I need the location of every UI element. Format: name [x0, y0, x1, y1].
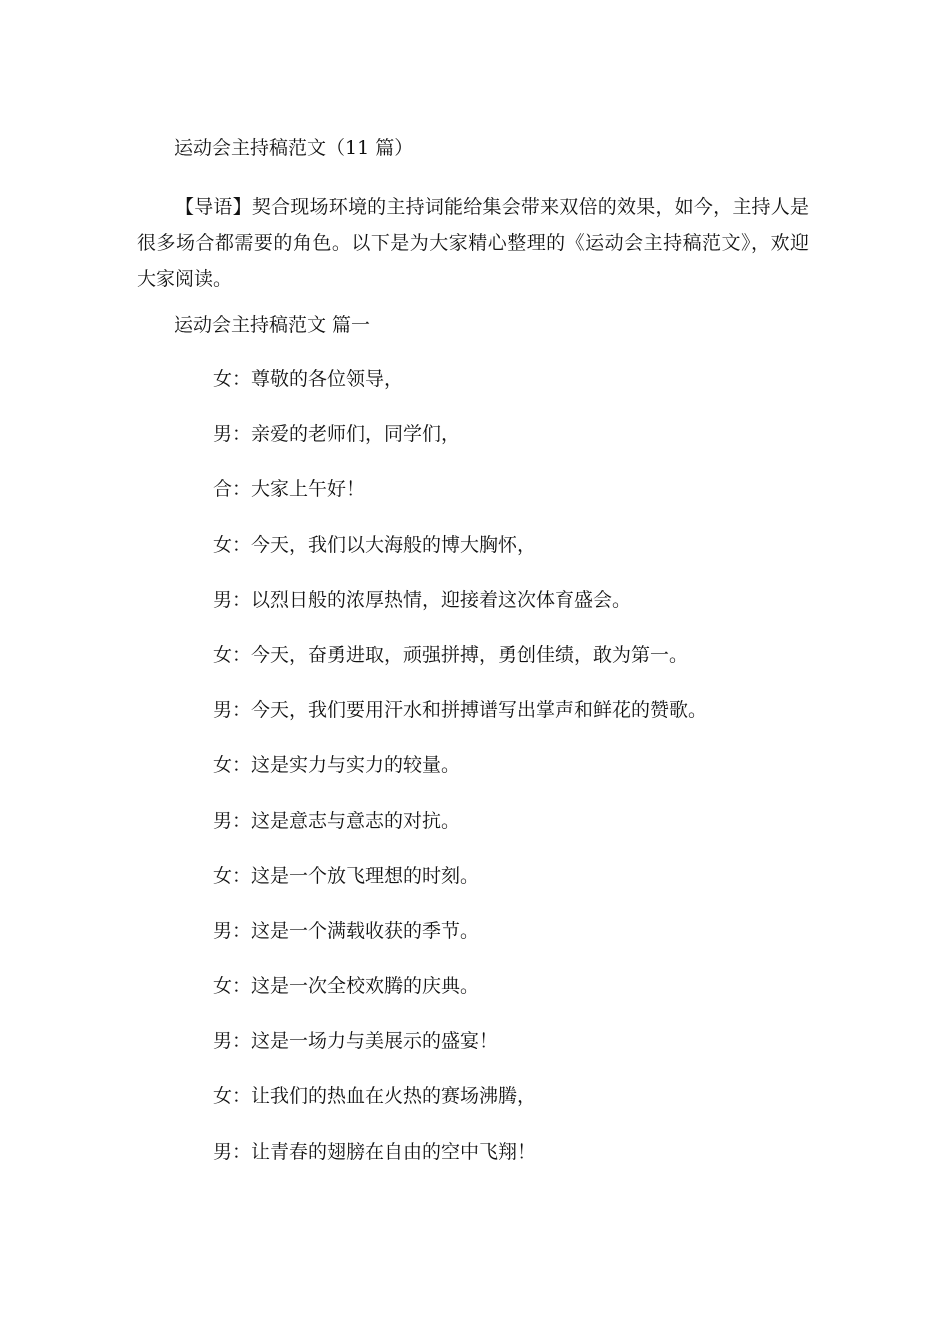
- dialogue-list: [213, 365, 707, 1193]
- dialogue-line: 合：大家上午好！: [213, 478, 366, 501]
- dialogue-line: 女：这是一个放飞理想的时刻。: [213, 864, 480, 887]
- dialogue-line: 男：以烈日般的浓厚热情，迎接着这次体育盛会。: [213, 588, 632, 611]
- dialogue-line: 女：尊敬的各位领导，: [213, 368, 404, 390]
- dialogue-line: 女：这是一次全校欢腾的庆典。: [213, 975, 480, 998]
- dialogue-line: 男：亲爱的老师们，同学们，: [213, 423, 461, 446]
- dialogue-line: 男：今天，我们要用汗水和拼搏谱写出掌声和鲜花的赞歌。: [213, 699, 708, 722]
- dialogue-line: 男：让青春的翅膀在自由的空中飞翔！: [213, 1140, 537, 1163]
- dialogue-line: 女：这是实力与实力的较量。: [213, 754, 461, 777]
- dialogue-line: 男：这是一场力与美展示的盛宴！: [213, 1030, 499, 1053]
- dialogue-line: 男：这是一个满载收获的季节。: [213, 919, 480, 942]
- dialogue-line: 女：今天，我们以大海般的博大胸怀，: [213, 533, 537, 556]
- document-title: 运动会主持稿范文（11 篇）: [174, 137, 414, 159]
- dialogue-line: 女：今天，奋勇进取，顽强拼搏，勇创佳绩，敢为第一。: [213, 643, 689, 666]
- intro-paragraph: 【导语】契合现场环境的主持词能给集会带来双倍的效果，如今，主持人是很多场合都需要的角色。以下是为大家精心整理的《运动会主持稿范文》，欢迎大家阅读。: [137, 196, 809, 290]
- dialogue-line: 女：让我们的热血在火热的赛场沸腾，: [213, 1085, 537, 1108]
- dialogue-line: 男：这是意志与意志的对抗。: [213, 809, 461, 832]
- section-title: 运动会主持稿范文 篇一: [174, 314, 371, 336]
